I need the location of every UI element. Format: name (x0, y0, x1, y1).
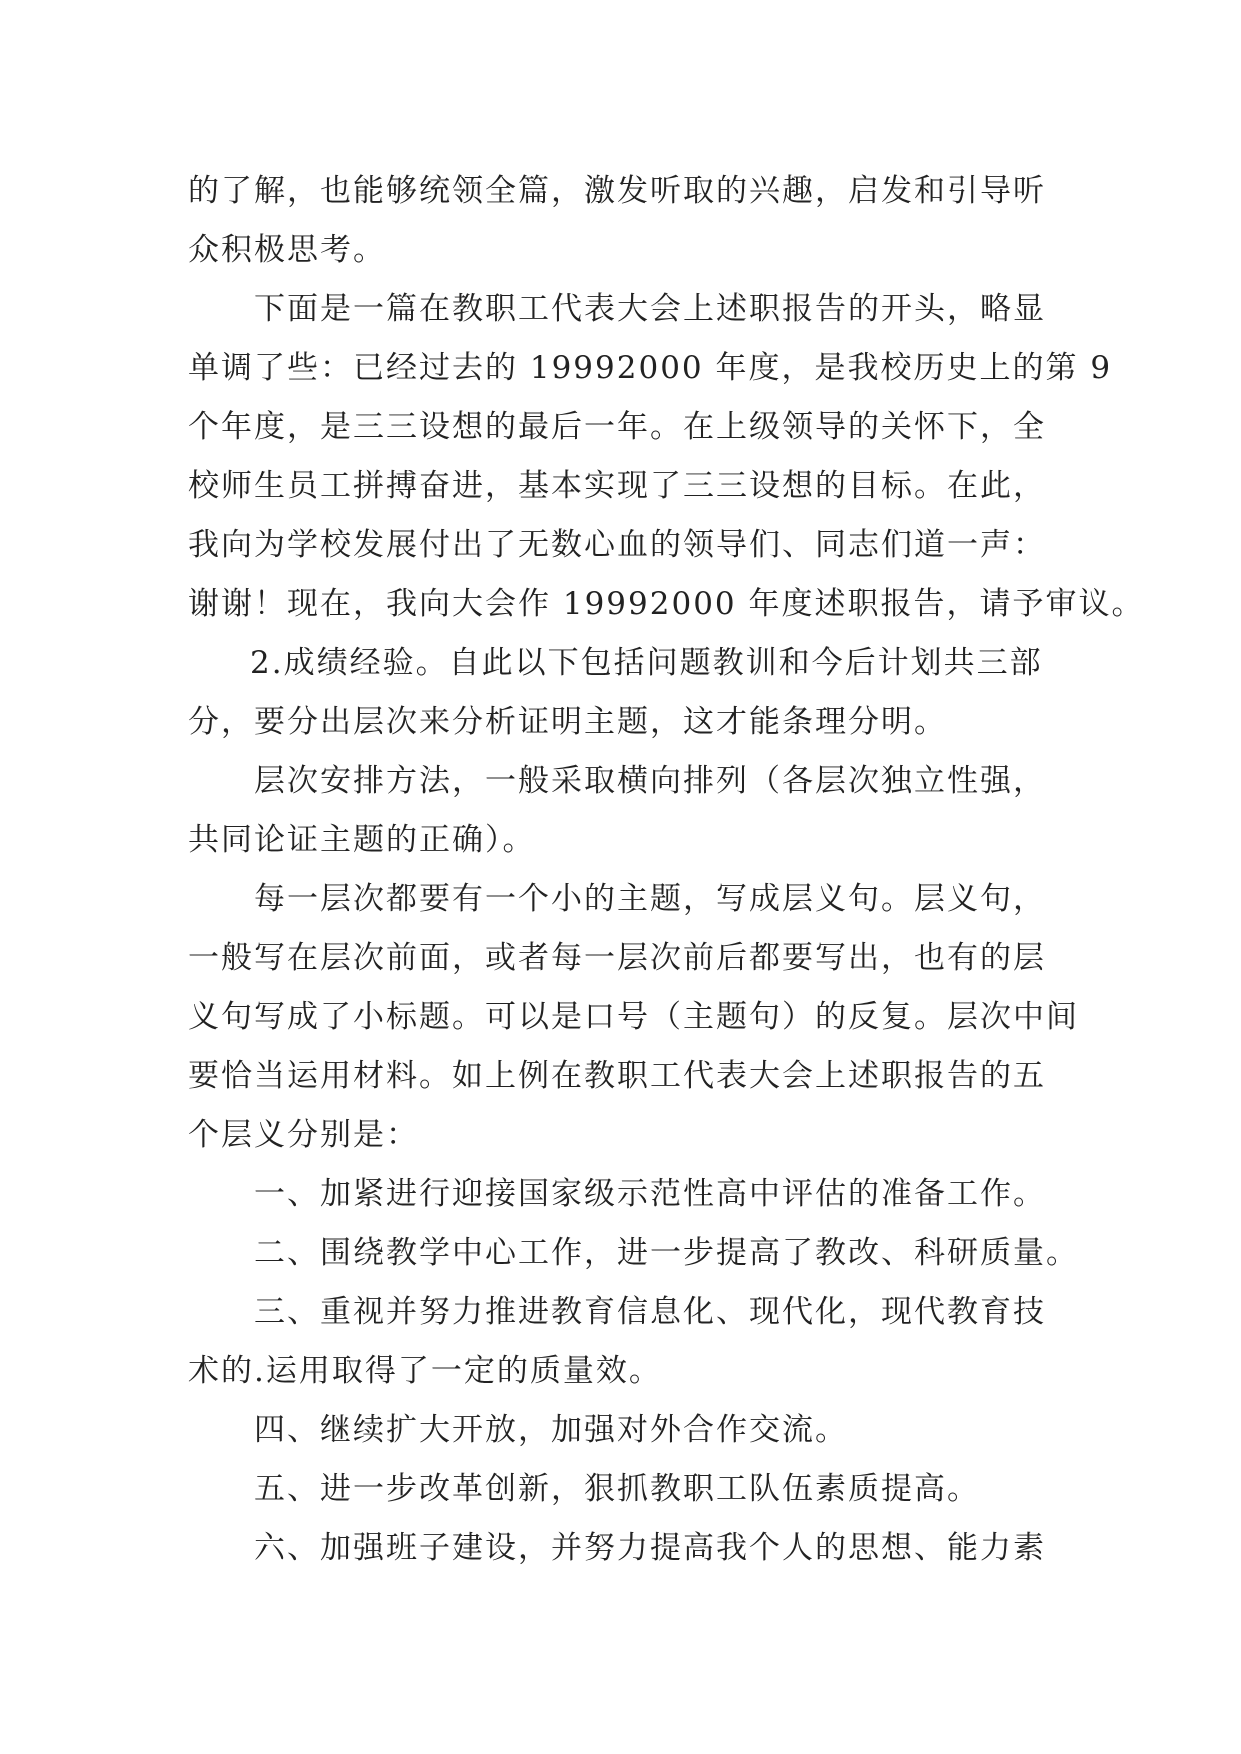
text-line: 层次安排方法，一般采取横向排列（各层次独立性强， (254, 763, 1046, 799)
text-line: 的了解，也能够统领全篇，激发听取的兴趣，启发和引导听 (188, 173, 1046, 209)
text-line: 单调了些：已经过去的 19992000 年度，是我校历史上的第 9 (188, 350, 1113, 386)
text-line: 三、重视并努力推进教育信息化、现代化，现代教育技 (254, 1294, 1046, 1330)
text-line: 个年度，是三三设想的最后一年。在上级领导的关怀下，全 (188, 409, 1046, 445)
text-line: 众积极思考。 (188, 232, 386, 268)
text-line: 个层义分别是： (188, 1117, 419, 1153)
text-line: 五、进一步改革创新，狠抓教职工队伍素质提高。 (254, 1471, 980, 1507)
text-line: 2.成绩经验。自此以下包括问题教训和今后计划共三部 (250, 645, 1043, 681)
text-line: 我向为学校发展付出了无数心血的领导们、同志们道一声： (188, 527, 1046, 563)
text-line: 六、加强班子建设，并努力提高我个人的思想、能力素 (254, 1530, 1046, 1566)
text-line: 术的.运用取得了一定的质量效。 (188, 1353, 662, 1389)
text-line: 分，要分出层次来分析证明主题，这才能条理分明。 (188, 704, 947, 740)
text-line: 一般写在层次前面，或者每一层次前后都要写出，也有的层 (188, 940, 1046, 976)
text-line: 每一层次都要有一个小的主题，写成层义句。层义句， (254, 881, 1046, 917)
text-line: 二、围绕教学中心工作，进一步提高了教改、科研质量。 (254, 1235, 1079, 1271)
text-line: 下面是一篇在教职工代表大会上述职报告的开头，略显 (254, 291, 1046, 327)
text-line: 四、继续扩大开放，加强对外合作交流。 (254, 1412, 848, 1448)
text-line: 要恰当运用材料。如上例在教职工代表大会上述职报告的五 (188, 1058, 1046, 1094)
text-line: 义句写成了小标题。可以是口号（主题句）的反复。层次中间 (188, 999, 1079, 1035)
text-line: 共同论证主题的正确）。 (188, 822, 536, 858)
document-body (188, 162, 1145, 1578)
text-line: 谢谢！现在，我向大会作 19992000 年度述职报告，请予审议。 (188, 586, 1145, 622)
text-line: 校师生员工拼搏奋进，基本实现了三三设想的目标。在此， (188, 468, 1046, 504)
text-line: 一、加紧进行迎接国家级示范性高中评估的准备工作。 (254, 1176, 1046, 1212)
